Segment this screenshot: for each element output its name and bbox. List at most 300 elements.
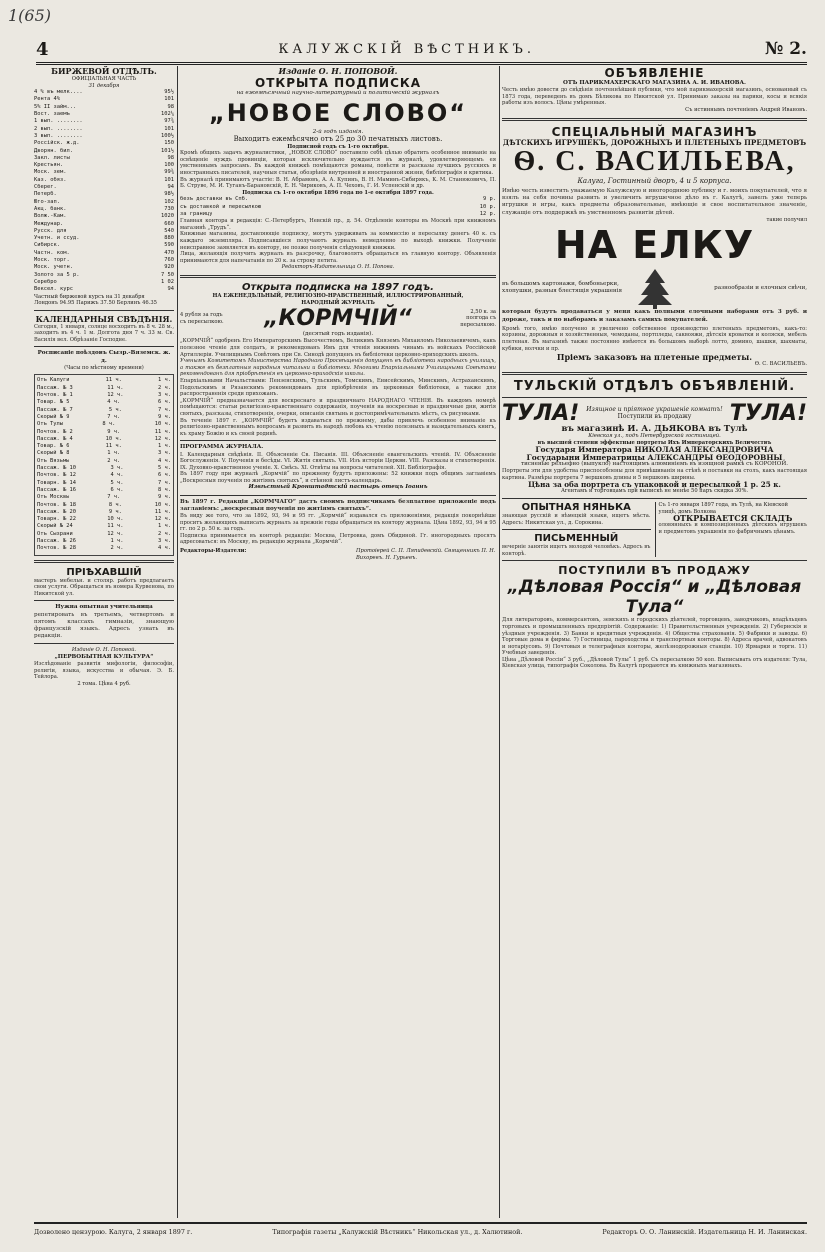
delovaya-open: ПОСТУПИЛИ ВЪ ПРОДАЖУ [558, 564, 751, 578]
rail-cell: Почтов. № 2 [37, 428, 73, 435]
rail-row [37, 392, 171, 399]
bourse-cell: 97¾ [164, 118, 174, 125]
rail-row [37, 450, 171, 457]
elka-label: такие получил [766, 216, 807, 223]
elka-row [502, 267, 807, 309]
warehouse-title: ОТКРЫВАЕТСЯ СКЛАДЪ [673, 513, 793, 524]
tula-mid-2: Поступили въ продажу [617, 413, 692, 421]
kormchiy-1897: Въ 1897 г. Редакція „КОРМЧАГО“ дастъ своимъ подписчикамъ безплатное приложеніе подъ заглавіемъ: „воскресныя поученія по житіямъ святыхъ“. [180, 498, 496, 512]
bourse-cell: Рента 4% [34, 96, 60, 103]
bourse-cell: 101 [164, 125, 174, 132]
bourse-row [34, 104, 174, 111]
rail-cell: 3 ч. [158, 538, 171, 544]
rail-row [37, 472, 171, 479]
rail-cell: 11 ч. [105, 443, 122, 450]
rail-cell: 12 ч. [107, 392, 124, 399]
bourse-cell: 760 [164, 257, 174, 264]
tula-portraits: въ высшей степени эффектные портреты Ихъ Императорскихъ Величествъ [537, 439, 772, 446]
rail-cell: 7 ч. [107, 494, 121, 501]
bourse-row [34, 140, 174, 147]
column-left [34, 66, 178, 1218]
rail-cell: 11 ч. [154, 428, 171, 435]
kormchiy-editors-block [180, 548, 496, 561]
bourse-cell: 98 [167, 103, 174, 110]
novoe-freq: Выходитъ ежемѣсячно отъ 25 до 30 печатныхъ листовъ. [233, 135, 443, 144]
kormchiy-editors-label: Редакторы-Издатели: [180, 548, 247, 555]
bourse-footer-rates: Лондонъ 94.95 Парижъ 37.50 Берлинъ 46.35 [34, 300, 157, 307]
bourse-cell: Вексел. курс [34, 286, 73, 293]
novoe-price-cell: 10 р. [479, 203, 496, 210]
rail-row [37, 465, 171, 472]
rail-cell: 9 ч. [158, 413, 171, 420]
tula-empress: Государыни Императрицы АЛЕКСАНДРЫ ѲЕОДОРОВНЫ [526, 452, 783, 462]
page-footer [34, 1222, 807, 1240]
handwritten-note: 1(65) [8, 6, 52, 25]
delovaya-title: „Дѣловая Россія“ и „Дѣловая Тула“ [507, 577, 802, 618]
bourse-row [34, 272, 174, 279]
calendar-title: КАЛЕНДАРНЫЯ СВѢДѢНІЯ. [35, 313, 173, 324]
nanny-ad [502, 502, 651, 557]
rail-cell: 8 ч. [158, 486, 171, 493]
bourse-row [34, 221, 174, 228]
tula-word-left: ТУЛА! [502, 400, 580, 426]
vasiliev-sign: Ѳ. С. ВАСИЛЬЕВЪ. [754, 361, 807, 368]
bourse-cell: Частн. ком. [34, 249, 70, 256]
calendar-text: Сегодня, 1 января, солнце восходитъ въ 8 ч. 28 м., заходитъ въ 4 ч. 1 м. Долгота дня 7 ч. 33 м. Св. Василія вел. Обрѣзаніе Господне. [34, 323, 174, 343]
bourse-cell: Вост. заемъ [34, 111, 70, 118]
rail-row [37, 458, 171, 465]
rail-cell: Отъ Вязьмы [37, 457, 70, 464]
bourse-cell: 150 [164, 140, 174, 147]
bourse-cell: 7 50 [161, 271, 174, 278]
rail-cell: Товарн. № 14 [37, 479, 76, 486]
rail-row [37, 414, 171, 421]
rail-row [37, 531, 171, 538]
bourse-cell: 98 [167, 154, 174, 161]
kormchiy-program-title: ПРОГРАММА ЖУРНАЛА. [180, 444, 264, 451]
bourse-row [34, 184, 174, 191]
rail-cell: 2 ч. [107, 457, 121, 464]
bourse-cell: Юго-зап. [34, 198, 60, 205]
rail-row [37, 443, 171, 450]
culture-title: „ПЕРВОБЫТНАЯ КУЛЬТУРА“ [54, 653, 154, 660]
novoe-publisher: Изданіе О. Н. ПОПОВОЙ. [278, 66, 398, 76]
tula-description: Портреты эти для удобства приспособлены для привѣшиванія на стѣнѣ и поставки на столъ, какъ настоящая картина. Размѣры портрета 7 вершковъ длины и 5 вершковъ ширины. [502, 467, 807, 481]
teacher-title: Нужна опытная учительница [55, 604, 153, 611]
tula-mid-1: Изящное и пріятное украшеніе комнатъ! [586, 406, 723, 414]
tula-agents: Агентамъ и торговцамъ при выпискѣ не менѣе 50 паръ скидка 30%. [560, 488, 749, 495]
rail-cell: Пассаж. № 7 [37, 406, 73, 413]
rail-cell: 3 ч. [158, 450, 171, 457]
novoe-price-cell: 9 р. [483, 196, 496, 203]
bourse-row [34, 250, 174, 257]
rail-cell: Пассаж. № 10 [37, 465, 76, 472]
rail-cell: 11 ч. [107, 384, 124, 391]
rail-cell: Пассаж. № 16 [37, 486, 76, 493]
novoe-journal-title: „НОВОЕ СЛОВО“ [208, 99, 468, 128]
bourse-cell: 540 [164, 227, 174, 234]
bourse-cell: 660 [164, 220, 174, 227]
rail-cell: 9 ч. [108, 508, 122, 515]
bourse-cell: 2 вып. ........ [34, 125, 83, 132]
page-number: 4 [36, 38, 49, 60]
bourse-cell: 94 [167, 184, 174, 191]
rail-row [37, 421, 171, 428]
tula-technique: тисненые рельефно (выпукло) настоящимъ алюминіемъ въ изящной рамкѣ съ КОРОНОЙ. [520, 460, 789, 467]
rail-row [37, 407, 171, 414]
rail-cell: Пассаж. № 4 [37, 435, 73, 442]
bourse-cell: 3 вып. ........ [34, 132, 83, 139]
rail-cell: 1 ч. [107, 450, 121, 457]
rail-cell: Скорый № 8 [37, 450, 70, 457]
novoe-price-cell: безъ доставки въ Спб. [180, 196, 249, 203]
bourse-row [34, 118, 174, 125]
bourse-row [34, 169, 174, 176]
bourse-row [34, 228, 174, 235]
rail-cell: 3 ч. [110, 465, 124, 472]
novoe-office: Главная контора и редакція: С.-Петербургъ, Невскій пр., д. 54. Отдѣленіе конторы въ Москвѣ при книжномъ магазинѣ „Трудъ“. [180, 218, 496, 231]
kormchiy-price-year: 4 рубля за годъ съ пересылкою. [180, 312, 224, 325]
kormchiy-free: Въ 1897 году при журналѣ „Кормчій“ по прежнему будутъ приложены: 52 книжки подъ общимъ заглавіемъ „Воскресныя поученія по житіямъ святыхъ“, и стѣнной листъ-календарь. [180, 471, 496, 484]
bourse-cell: 5% II займ... [34, 103, 77, 110]
bourse-cell: 102 [164, 198, 174, 205]
bourse-cell: Сберег. [34, 184, 57, 191]
bourse-cell: 101½ [161, 147, 174, 154]
rail-cell: Почтов. № 1 [37, 392, 73, 399]
writer-text: вечерніе занятія ищетъ молодой человѣкъ. Адресъ въ конторѣ. [502, 544, 651, 557]
rail-title: Росписаніе поѣздовъ Сызр.-Вяземск. ж. д. [37, 350, 171, 364]
bourse-row [34, 206, 174, 213]
rail-cell: Товарн. № 22 [37, 516, 76, 523]
tula-price: Цѣна за оба портрета съ упаковкой и пересылкой 1 р. 25 к. [528, 480, 781, 490]
rail-cell: 10 ч. [105, 435, 122, 442]
elka-left-text: въ большомъ картонажи, бомбоньерки, хлопушки, разныя блестящія украшенія [502, 281, 623, 295]
novoe-sub-year: Подписной годъ съ 1-го октября. [287, 143, 389, 150]
rail-row [37, 494, 171, 501]
rail-cell: 4 ч. [110, 472, 124, 479]
rail-row [37, 436, 171, 443]
novoe-price-row [180, 204, 496, 211]
rail-cell: 4 ч. [158, 545, 171, 552]
rail-row [37, 545, 171, 552]
bourse-cell: 4 % въ мелк.... [34, 89, 83, 96]
novoe-sub-open: ОТКРЫТА ПОДПИСКА [255, 76, 421, 90]
rail-cell: 12 ч. [154, 435, 171, 442]
kormchiy-body-3: Епархіальными Начальствами: Пензенскимъ, Тульскимъ, Томскимъ, Енисейскимъ, Минскимъ, Астраханскимъ, Подольскимъ и Рязанскимъ рекомендованъ для пріобрѣтенія въ церковныя библіотеки, а также для распространенія среди прихожанъ. [180, 377, 496, 398]
bourse-cell: 98½ [164, 191, 174, 198]
bourse-subtitle: ОФИЦІАЛЬНАЯ ЧАСТЬ [71, 76, 137, 82]
visitor-title: ПРІѢХАВШІЙ [66, 566, 142, 578]
bourse-cell: 101 [164, 96, 174, 103]
bourse-cell: Акц. банк. [34, 205, 67, 212]
bourse-row [34, 235, 174, 242]
bourse-row [34, 162, 174, 169]
novoe-year: 2-й годъ изданія. [312, 129, 364, 136]
rail-cell: 5 ч. [108, 406, 122, 413]
rail-cell: 1 ч. [110, 538, 124, 544]
kormchiy-kind: НА ЕЖЕНЕДѢЛЬНЫЙ, РЕЛИГІОЗНО-НРАВСТВЕННЫЙ, ИЛЛЮСТРИРОВАННЫЙ, [212, 293, 464, 299]
rail-row [37, 509, 171, 516]
rail-cell: 7 ч. [107, 413, 121, 420]
rail-cell: 3 ч. [158, 392, 171, 399]
ivanov-title: ОБЪЯВЛЕНІЕ [604, 66, 705, 80]
tula-word-right: ТУЛА! [729, 400, 807, 426]
rail-cell: 4 ч. [158, 457, 171, 464]
bourse-cell: 94 [167, 286, 174, 293]
novoe-body-2: Въ журналѣ принимаютъ участіе: В. Н. Абрамовъ, А. А. Купинъ, В. Н. Маминъ-Сибирякъ, К. М. Станюковичъ, П. Б. Струве, М. И. Туганъ-Барановскій, Е. Н. Чириковъ, А. П. Чеховъ, Г. И. Успенскій и др. [180, 176, 496, 190]
tula-section-title: ТУЛЬСКІЙ ОТДѢЛЪ ОБЪЯВЛЕНІЙ. [513, 378, 796, 394]
rail-cell: 7 ч. [158, 479, 171, 486]
rail-cell: Отъ Калуги [37, 377, 70, 384]
bourse-cell: Золото за 5 р. [34, 271, 80, 278]
novoe-body-4: Лица, желающія получить журналъ въ разсрочку, благоволятъ обращаться въ главную контору. Объявленія принимаются для напечатанія по 20 к. за строку петита. [180, 251, 496, 264]
bourse-row [34, 89, 174, 96]
bourse-row [34, 111, 174, 118]
rail-cell: 10 ч. [107, 516, 124, 523]
bourse-row [34, 148, 174, 155]
footer-printer: Типографія газеты „Калужскій Вѣстникъ“ Никольская ул., д. Халютиной. [272, 1228, 523, 1236]
tula-address: Кіевская ул., подъ Петербургской гостиницей. [588, 433, 721, 440]
rail-row [37, 538, 171, 545]
warehouse-text: оловянныхъ и композиціонныхъ дѣтскихъ игрушекъ и предметовъ украшенія по фабричнымъ цѣнамъ. [658, 522, 807, 535]
bourse-row [34, 264, 174, 271]
novoe-term: Подписка съ 1-го октября 1896 года по 1-е октября 1897 года. [242, 189, 434, 196]
rail-subtitle: (Часы по мѣстному времени) [64, 364, 144, 371]
tula-small-ads [502, 502, 807, 557]
bourse-cell: Моск. учетн. [34, 264, 73, 271]
rail-row [37, 429, 171, 436]
kormchiy-open: Открыта подписка на 1897 годъ. [242, 282, 434, 293]
rail-row [37, 480, 171, 487]
footer-editor: Редакторъ О. О. Ланинскій. Издательница Н. И. Ланинская. [602, 1228, 807, 1236]
rail-cell: 6 ч. [158, 399, 171, 406]
vasiliev-owner: Ѳ. С. ВАСИЛЬЕВА, [513, 145, 796, 177]
rail-table [34, 374, 174, 555]
kormchiy-body-6: Въ виду же того, что за 1892, 93, 94 и 95 гг. „Кормчій“ издавался съ приложеніями, редакція покорнѣйше проситъ желающихъ выписать журналъ за прежніе годы обращаться въ контору журнала. Цѣна 1892, 93, 94 и 95 гг. по 2 р. 50 к. за годъ. [180, 513, 496, 533]
bourse-row [34, 126, 174, 133]
rail-cell: 11 ч. [154, 508, 171, 515]
rail-cell: Пассаж. № 26 [37, 538, 76, 544]
rail-cell: 1 ч. [158, 523, 171, 530]
kormchiy-body-1: „КОРМЧІЙ“ одобренъ Его Императорскимъ Высочествомъ, Великимъ Княземъ Михаиломъ Николаевичемъ, какъ полезное чтеніе для солдатъ, и рекомендованъ Имъ для чтенія нижнимъ чинамъ въ войскахъ Россійской Артиллеріи. Училищнымъ Совѣтомъ при Св. Синодѣ допущенъ въ библіотеки церковно-приходскихъ школъ. [180, 338, 496, 358]
novoe-price-row [180, 196, 496, 203]
bourse-cell: 102¼ [161, 111, 174, 118]
bourse-row [34, 242, 174, 249]
novoe-editor: Редакторъ-Издательница О. Н. Попова. [281, 264, 395, 271]
bourse-cell: Сибирск. [34, 242, 60, 249]
bourse-cell: 1 02 [161, 278, 174, 285]
rail-cell: 11 ч. [105, 377, 122, 384]
bourse-cell: Закл. листы [34, 154, 70, 161]
vasiliev-body: Имѣю честь известить уважаемую Калужскую и иногороднюю публику и г. моихъ покупателей, что я взялъ на себя почины развить и увеличить игрушечное дѣло въ г. Калугѣ, завелъ уже теперь игрушки и игры, какъ предметы образовательные, имѣющіе и свое воспитательное значеніе, служащіе отъ поддержкѣ въ умственномъ развитіи дѣтей. [502, 187, 807, 216]
kormchiy-body-5: Въ теченіе 1897 г. „КОРМЧІЙ“ будетъ издаваться по прежнему, дабы привлечь особенное вниманіе къ религіозно-нравственнымъ вопросамъ и развить въ народѣ любовь къ чтенію полезныхъ и назидательныхъ книгъ, къ храму Божію и къ своей родинѣ. [180, 417, 496, 437]
rail-cell: 4 ч. [107, 399, 121, 406]
novoe-price-cell: 12 р. [479, 210, 496, 217]
delovaya-body-2: Цѣна „Дѣловой Россіи“ 3 руб., „Дѣловой Тулы“ 1 руб. Съ пересылкою 50 коп. Выписывать отъ издателя: Тула, Кіевская улица, типографія Соколова. Въ Калугѣ продаются въ книжныхъ магазинахъ. [502, 656, 807, 670]
newspaper-title: КАЛУЖСКІЙ ВѢСТНИКЪ. [278, 41, 535, 57]
rail-cell: 5 ч. [158, 465, 171, 472]
rail-cell: Отъ Тулы [37, 421, 63, 428]
bourse-date: 31 декабря [88, 82, 120, 89]
bourse-row [34, 177, 174, 184]
rail-cell: 7 ч. [158, 406, 171, 413]
rail-cell: 12 ч. [154, 516, 171, 523]
vasiliev-shop-kind: ДѢТСКИХЪ ИГРУШЕКЪ, ДОРОЖНЫХЪ И ПЛЕТЕНЫХЪ ПРЕДМЕТОВЪ [502, 137, 807, 147]
tula-ad-mid [579, 406, 729, 420]
rail-cell: Товар. № 6 [37, 443, 70, 450]
delovaya-body: Для литераторовъ, коммерсантовъ, земскихъ и городскихъ дѣятелей, торговцевъ, заводчиковъ, владѣльцевъ торговыхъ и промышленныхъ предпріятій. Содержаніе: 1) Правительственныя учрежденія. 2) Губернскія и уѣздныя учрежденія. 3) Банки и кредитныя учрежденія. 4) Общества страхованія. 5) Фабрики и заводы. 6) Торговые дома и фирмы. 7) Гостиницы, пароходства и транспортныя конторы. 8) Адреса врачей, адвокатовъ и нотаріусовъ. 9) Почтовыя и телеграфныя конторы, желѣзнодорожныя станціи. 10) Ярмарки и торги. 11) Учебныя заведенія. [502, 617, 807, 657]
vasiliev-shop-title: СПЕЦІАЛЬНЫЙ МАГАЗИНЪ [551, 124, 758, 139]
kormchiy-editors: Протоіерей С. П. Ляпидевскій. Священникъ П. Н. Вихоревъ. Н. Гурьевъ. [356, 548, 496, 561]
bourse-cell: Дворян. бил. [34, 147, 73, 154]
rail-cell: 6 ч. [110, 486, 124, 493]
bourse-cell: Волж.-Кам. [34, 213, 67, 220]
teacher-text: репетировать въ третьемъ, четвертомъ и пятомъ классахъ гимназіи, знающую французскій языкъ. Адресъ узнать въ редакціи. [34, 611, 174, 640]
rail-cell: 8 ч. [108, 501, 122, 508]
bourse-cell: Междунар. [34, 220, 64, 227]
vasiliev-body-3: Кромѣ того, имѣю получено и увеличено собственное производство плетеныхъ предметовъ, какъ-то: корзины, дорожныя и хозяйственныя, чемоданы, портпледы, саквояжи, дѣтскія кроватки и коляски, мебель плетеная. Въ магазинѣ также постоянно имѣются въ большомъ выборѣ лотто, домино, шашки, шахматы, кубики, волчки и пр. [502, 325, 807, 352]
bourse-cell: Петерб. [34, 191, 57, 198]
column-middle [180, 66, 500, 1218]
culture-publisher: Изданіе О. Н. Поповой. [71, 647, 137, 654]
kormchiy-body-7: Подписка принимается въ конторѣ редакціи: Москва, Петровка, домъ Обидиной. Гг. иногородныхъ просятъ адресоваться: въ Москву, въ редакцію журнала „Кормчій“. [180, 532, 496, 546]
novoe-sub-line: на ежемѣсячный научно-литературный и политическій журналъ [236, 90, 440, 96]
bourse-cell: 99¾ [164, 169, 174, 176]
bourse-title: БИРЖЕВОЙ ОТДѢЛЪ. [51, 66, 157, 76]
column-right [502, 66, 807, 1218]
bourse-row [34, 279, 174, 286]
warehouse-ad [655, 502, 808, 557]
bourse-cell: 1020 [161, 213, 174, 220]
rail-cell: 6 ч. [158, 472, 171, 479]
rail-cell: 8 ч. [102, 421, 116, 428]
novoe-price-list [180, 196, 496, 218]
novoe-body-1: Кромѣ общихъ задачъ журналистики, „НОВОЕ СЛОВО“ поставило себѣ цѣлью обратить особенное вниманіе на освѣщеніе нуждъ провинціи, которая исключительно нуждается въ журналѣ, удовлетворяющемъ ея умственнымъ запросамъ. Въ каждой книжкѣ помѣщаются романы, повѣсти и разсказы лучшихъ русскихъ и иностранныхъ писателей, научныя статьи, обозрѣнія внутренней и иностранной жизни, библіографія и критика. [180, 150, 496, 176]
rail-row [37, 523, 171, 530]
ivanov-subtitle: ОТЪ ПАРИКМАХЕРСКАГО МАГАЗИНА А. И. ИВАНОВА. [563, 80, 746, 86]
kormchiy-year: (десятый годъ изданія). [302, 331, 374, 338]
bourse-cell: 470 [164, 249, 174, 256]
vasiliev-order: Пріемъ заказовъ на плетеные предметы. [556, 352, 753, 363]
rail-row [37, 385, 171, 392]
kormchiy-body-4: „КОРМЧІЙ“ предназначается для воскреснаго и праздничнаго НАРОДНАГО ЧТЕНІЯ. Въ каждомъ номерѣ помѣщаются: статьи религіозно-нравственнаго содержанія, поученія на воскресные и праздничные дни, житія святыхъ, разсказы, стихотворенія, очерки, описанія святынь и достопримѣчательныхъ мѣстъ, съ рисунками. [180, 397, 496, 417]
rail-row [37, 487, 171, 494]
nanny-text: знающая русскій и нѣмецкій языки, ищетъ мѣста. Адресъ: Никитская ул., д. Сорокина. [502, 512, 651, 526]
bourse-cell: 101 [164, 176, 174, 183]
bourse-row [34, 213, 174, 220]
bourse-cell: 920 [164, 264, 174, 271]
ivanov-text: Честь имѣю довести до свѣдѣнія почтеннѣйшей публики, что мой парикмахерскій магазинъ, основанный съ 1873 года, переведенъ въ домъ Бѣликова по Никитской ул. Принимаю заказы на парики, косы и всякія работы изъ волосъ. Цѣны умѣренныя. [502, 87, 807, 107]
rail-cell: Отъ Сызрани [37, 530, 73, 537]
bourse-row [34, 191, 174, 198]
bourse-cell: 880 [164, 235, 174, 242]
nanny-title: ОПЫТНАЯ НЯНЬКА [521, 501, 631, 513]
rail-cell: Товар. № 5 [37, 399, 70, 406]
christmas-tree-icon [635, 267, 675, 309]
rail-cell: 9 ч. [107, 428, 121, 435]
masthead [36, 36, 807, 65]
novoe-price-cell: за границу [180, 210, 213, 217]
culture-text: Изслѣдованіе развитія мифологіи, философіи, религіи, языка, искусства и обычая. Э. Б. Тейлора. [34, 661, 174, 681]
rail-cell: 2 ч. [110, 545, 124, 552]
bourse-row [34, 133, 174, 140]
elka-headline: НА ЕЛКУ [554, 223, 755, 268]
bourse-cell: Моск. зем. [34, 169, 67, 176]
rail-cell: Пассаж. № 20 [37, 508, 76, 515]
rail-cell: 10 ч. [154, 501, 171, 508]
bourse-cell: Моск. торг. [34, 257, 70, 264]
issue-number: № 2. [764, 39, 807, 59]
bourse-row [34, 257, 174, 264]
rail-cell: 5 ч. [110, 479, 124, 486]
rail-cell: Пассаж. № 3 [37, 384, 73, 391]
culture-price: 2 тома. Цѣна 4 руб. [77, 680, 131, 687]
kormchiy-title: „КОРМЧІЙ“ [264, 306, 412, 332]
rail-row [37, 399, 171, 406]
rail-cell: 12 ч. [107, 530, 124, 537]
tula-shop: въ магазинѣ И. А. ДЬЯКОВА въ Тулѣ [561, 423, 748, 434]
kormchiy-price-half: 2,50 к. за полгода съ пересылкою. [460, 308, 496, 328]
novoe-price-cell: съ доставкой и пересылкою [180, 203, 262, 210]
rail-cell: Почтов. № 28 [37, 545, 76, 552]
bourse-row [34, 96, 174, 103]
rail-row [37, 502, 171, 509]
rail-cell: Почтов. № 12 [37, 472, 76, 479]
rail-cell: 2 ч. [158, 384, 171, 391]
rail-cell: Отъ Москвы [37, 494, 70, 501]
bourse-cell: Каз. обяз. [34, 176, 67, 183]
rail-cell: 11 ч. [107, 523, 124, 530]
tula-ad-header [502, 401, 807, 426]
bourse-cell: Русск. для [34, 227, 67, 234]
vasiliev-body-2: которыя будутъ продаваться у меня какъ полными елочными наборами отъ 3 руб. и дороже, такъ и по выборамъ и заказамъ самихъ покупателей. [502, 309, 807, 323]
bourse-cell: Россійск. ж.д. [34, 140, 80, 147]
novoe-body-3: Книжные магазины, доставляющіе подписку, могутъ удерживать за коммиссію и пересылку денегъ 40 к. съ каждаго экземпляра. Подписавшіеся получаютъ журналъ немедленно по выходѣ книжки. Полученіе неисправное заявляется въ контору, не позже полученія слѣдующей книжки. [180, 231, 496, 251]
writer-title: ПИСЬМЕННЫЙ [534, 533, 619, 545]
vasiliev-address: Калуга, Гостинный дворъ, 4 и 5 корпуса. [577, 176, 732, 185]
rail-row [37, 516, 171, 523]
bourse-table [34, 89, 174, 293]
tula-emperor: Государя Императора НИКОЛАЯ АЛЕКСАНДРОВИЧА [535, 445, 774, 455]
bourse-row [34, 155, 174, 162]
rail-cell: 2 ч. [158, 530, 171, 537]
bourse-cell: 730 [164, 205, 174, 212]
kormchiy-program: I. Календарныя свѣдѣнія. II. Объясненіе Св. Писанія. III. Объясненіе евангельскихъ чтеній. IV. Объясненіе Богослуженія. V. Поученія и бесѣды. VI. Житія святыхъ. VII. Изъ исторіи Церкви. VIII. Разсказы и стихотворенія. IX. Духовно-нравственное ученіе. X. Смѣсь. XI. Отвѣты на вопросы читателей. XII. Библіографія. [180, 451, 496, 471]
rail-cell: 10 ч. [154, 421, 171, 428]
bourse-row [34, 199, 174, 206]
rail-cell: Скорый № 9 [37, 413, 70, 420]
kormchiy-body-2: Ученымъ Комитетомъ Министерства Народнаго Просвѣщенія допущенъ въ библіотеки народныхъ училищъ, а также въ безплатныя народныя читальни и библіотеки. Многими Епархіальными Училищными Совѣтами рекомендованъ для пріобрѣтенія въ церковно-приходскія школы. [180, 358, 496, 378]
bourse-cell: 1 вып. ........ [34, 118, 83, 125]
bourse-cell: 100½ [161, 132, 174, 139]
bourse-cell: 590 [164, 242, 174, 249]
rail-cell: 1 ч. [158, 377, 171, 384]
bourse-cell: 95½ [164, 89, 174, 96]
bourse-cell: Крестьян. [34, 162, 64, 169]
kormchiy-cron-note: Извѣстный Кронштадтскій пастырь отецъ Іоаннъ [248, 484, 428, 491]
warehouse-intro: Съ 1-го января 1897 года, въ Тулѣ, на Кіевской улицѣ, домъ Волкова [658, 501, 788, 515]
visitor-text: мастеръ мебельн. и столяр. работъ предлагаетъ свои услуги. Обращаться въ номера Курвенова, по Никитской ул. [34, 577, 174, 597]
bourse-cell: Серебро [34, 278, 57, 285]
rail-cell: Почтов. № 18 [37, 501, 76, 508]
kormchiy-kind-2: НАРОДНЫЙ ЖУРНАЛЪ [301, 299, 375, 306]
elka-right-text: разнообразіи и елочныя свѣчи, [714, 284, 807, 291]
bourse-footer: Частный биржевой курсъ на 31 декабря [34, 293, 145, 300]
kormchiy-title-row [180, 306, 496, 331]
rail-cell: Скорый № 24 [37, 523, 73, 530]
rail-cell: 1 ч. [158, 443, 171, 450]
bourse-cell: Учетн. и ссуд. [34, 235, 80, 242]
